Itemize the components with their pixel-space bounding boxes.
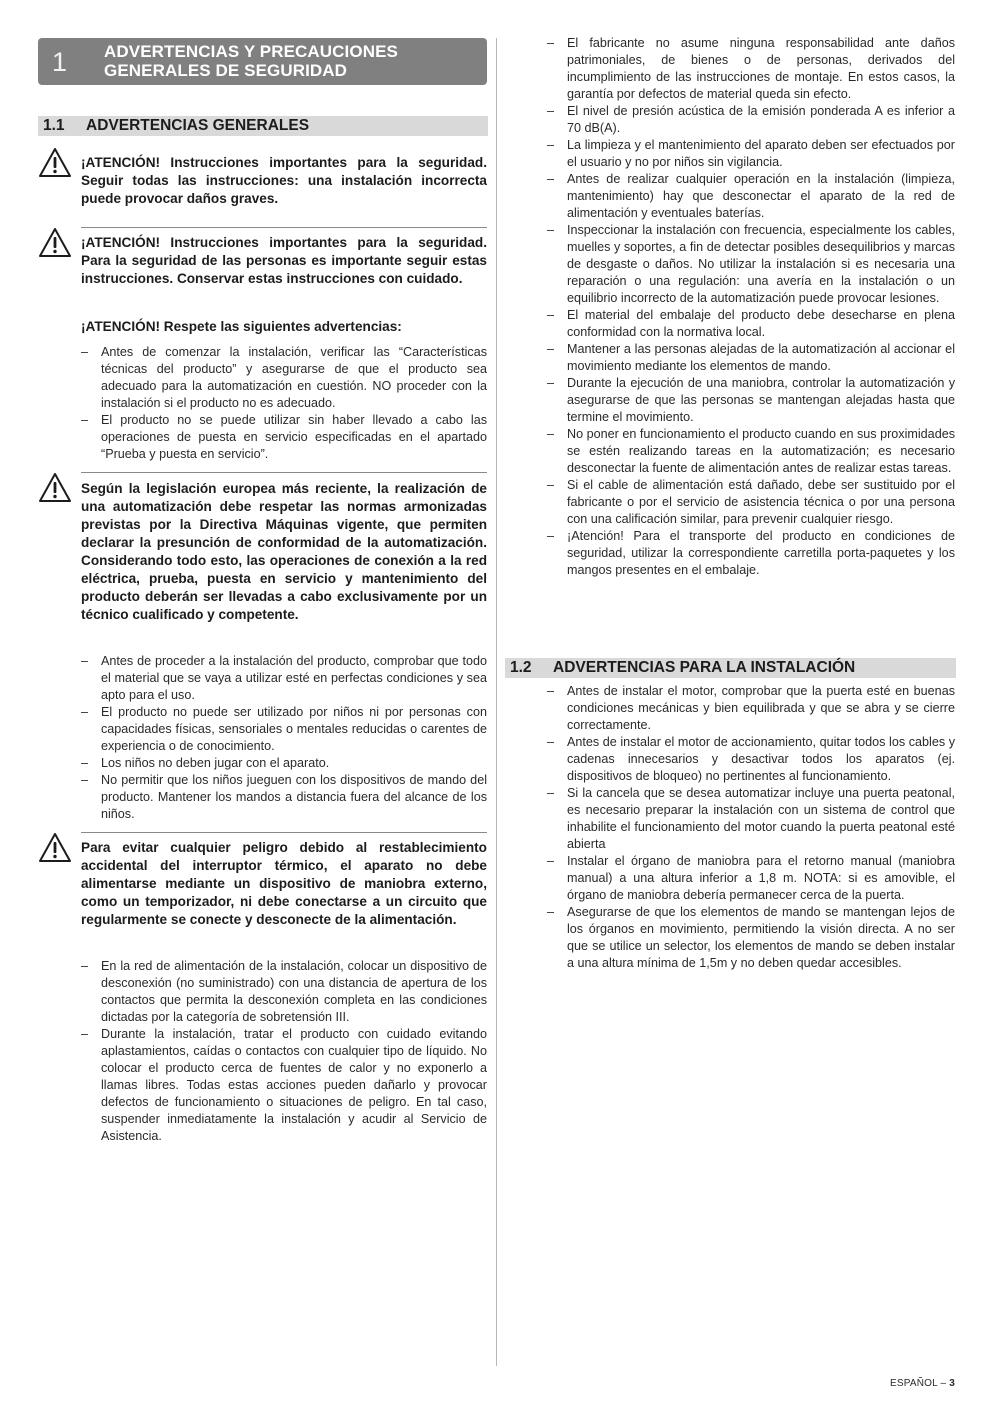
list-item: – El nivel de presión acústica de la emisión ponderada A es inferior a 70 dB(A). xyxy=(547,103,955,137)
section-heading-1-1 xyxy=(38,116,488,136)
list-item: – Instalar el órgano de maniobra para el retorno manual (maniobra manual) a una altura inferior a 1,8 m. NOTA: si es amovible, el órgano de maniobra debería permanecer cerca de la puerta. xyxy=(547,853,955,904)
warning-triangle-icon xyxy=(38,471,72,505)
list-item: – Mantener a las personas alejadas de la automatización al accionar el movimiento mediante los elementos de mando. xyxy=(547,341,955,375)
warning-triangle-icon xyxy=(38,831,72,865)
warning-text-2: ¡ATENCIÓN! Instrucciones importantes para la seguridad. Para la seguridad de las personas es importante seguir estas instrucciones. Conservar estas instrucciones con cuidado. xyxy=(81,235,487,286)
list-item: – No permitir que los niños jueguen con los dispositivos de mando del producto. Mantener los mandos a distancia fuera del alcance de los niños. xyxy=(81,772,487,823)
section-number: 1.1 xyxy=(43,117,65,134)
warning-triangle-icon xyxy=(38,146,72,180)
bullet-list-a xyxy=(81,344,487,463)
separator-rule xyxy=(81,227,487,228)
list-item: – ¡Atención! Para el transporte del producto en condiciones de seguridad, utilizar la correspondiente carretilla porta-paquetes y los mangos presentes en el embalaje. xyxy=(547,528,955,579)
chapter-number: 1 xyxy=(52,47,68,77)
list-item: – Si la cancela que se desea automatizar incluye una puerta peatonal, es necesario preparar la instalación con un sistema de control que inhabilite el funcionamiento del motor cuando la puerta peatonal esté abierta xyxy=(547,785,955,853)
list-item: – Inspeccionar la instalación con frecuencia, especialmente los cables, muelles y soportes, a fin de detectar posibles desequilibrios y marcas de desgaste o daños. No utilizar la instalación si es necesaria una reparación o una regulación: una avería en la instalación o un equilibrio incorrecto de la automatización puede provocar lesiones. xyxy=(547,222,955,307)
list-item: – La limpieza y el mantenimiento del aparato deben ser efectuados por el usuario y no por niños sin vigilancia. xyxy=(547,137,955,171)
separator-rule xyxy=(81,472,487,473)
list-item: – Los niños no deben jugar con el aparato. xyxy=(81,755,487,772)
list-item: – El fabricante no asume ninguna responsabilidad ante daños patrimoniales, de bienes o de personas, derivados del incumplimiento de las instrucciones de montaje. En estos casos, la garantía por defectos de material queda sin efecto. xyxy=(547,35,955,103)
chapter-title xyxy=(104,42,398,80)
list-item: – Durante la ejecución de una maniobra, controlar la automatización y asegurarse de que las personas se mantengan alejadas hasta que termine el movimiento. xyxy=(547,375,955,426)
list-item: – Antes de instalar el motor de accionamiento, quitar todos los cables y cadenas innecesarios y desactivar todos los aparatos (ej. dispositivos de bloqueo) no pertinentes al funcionamiento. xyxy=(547,734,955,785)
bullet-list-b xyxy=(81,653,487,823)
list-item: – Antes de comenzar la instalación, verificar las “Características técnicas del producto” y asegurarse de que el producto sea adecuado para la automatización en cuestión. NO proceder con la instalación si el producto no es adecuado. xyxy=(81,344,487,412)
bullet-list-d xyxy=(547,35,955,579)
separator-rule xyxy=(81,832,487,833)
bullet-list-c xyxy=(81,958,487,1145)
section-heading-1-2 xyxy=(505,658,956,678)
section-title: ADVERTENCIAS PARA LA INSTALACIÓN xyxy=(553,659,856,676)
list-item: – El material del embalaje del producto debe desecharse en plena conformidad con la normativa local. xyxy=(547,307,955,341)
section-title: ADVERTENCIAS GENERALES xyxy=(86,117,310,134)
footer-language: ESPAÑOL – xyxy=(889,1378,950,1389)
column-divider xyxy=(496,38,497,1366)
list-item: – Antes de instalar el motor, comprobar que la puerta esté en buenas condiciones mecánicas y bien equilibrada y que se abra y se cierre correctamente. xyxy=(547,683,955,734)
warning-triangle-icon xyxy=(38,226,72,260)
warning-subheading: ¡ATENCIÓN! Respete las siguientes advertencias: xyxy=(81,319,402,334)
list-item: – Antes de realizar cualquier operación en la instalación (limpieza, mantenimiento) hay que desconectar el aparato de la red de alimentación y eventuales baterías. xyxy=(547,171,955,222)
bullet-list-e xyxy=(547,683,955,972)
list-item: – No poner en funcionamiento el producto cuando en sus proximidades se estén realizando tareas en la automatización; es necesario desconectar la fuente de alimentación antes de realizar estas tareas. xyxy=(547,426,955,477)
section-number: 1.2 xyxy=(510,659,532,676)
chapter-title-line-2: GENERALES DE SEGURIDAD xyxy=(104,61,348,80)
list-item: – Antes de proceder a la instalación del producto, comprobar que todo el material que se vaya a utilizar esté en perfectas condiciones y sea apto para el uso. xyxy=(81,653,487,704)
page-number: 3 xyxy=(949,1378,955,1389)
chapter-header xyxy=(38,38,487,85)
warning-text-1: ¡ATENCIÓN! Instrucciones importantes para la seguridad. Seguir todas las instrucciones: una instalación incorrecta puede provocar daños graves. xyxy=(81,155,487,206)
list-item: – El producto no se puede utilizar sin haber llevado a cabo las operaciones de puesta en servicio especificadas en el apartado “Prueba y puesta en servicio”. xyxy=(81,412,487,463)
warning-text-3: Según la legislación europea más reciente, la realización de una automatización debe respetar las normas armonizadas previstas por la Directiva Máquinas vigente, que permiten declarar la presunción de conformidad de la automatización. Considerando todo esto, las operaciones de conexión a la red eléctrica, prueba, puesta en servicio y mantenimiento del producto deberán ser llevadas a cabo exclusivamente por un técnico cualificado y competente. xyxy=(81,481,487,622)
page-footer xyxy=(890,1378,955,1389)
warning-text-4: Para evitar cualquier peligro debido al restablecimiento accidental del interruptor térmico, el aparato no debe alimentarse mediante un dispositivo de maniobra externo, como un temporizador, ni debe conectarse a un circuito que regularmente se conecte y desconecte de la alimentación. xyxy=(81,840,487,927)
chapter-title-line-1: ADVERTENCIAS Y PRECAUCIONES xyxy=(104,42,398,61)
list-item: – El producto no puede ser utilizado por niños ni por personas con capacidades físicas, sensoriales o mentales reducidas o carentes de experiencia o de conocimiento. xyxy=(81,704,487,755)
list-item: – Asegurarse de que los elementos de mando se mantengan lejos de los órganos en movimiento, permitiendo la visión directa. A no ser que se utilice un selector, los elementos de mando se deben instalar a una altura mínima de 1,5m y no deben quedar accesibles. xyxy=(547,904,955,972)
list-item: – Si el cable de alimentación está dañado, debe ser sustituido por el fabricante o por el servicio de asistencia técnica o por una persona con una calificación similar, para prevenir cualquier riesgo. xyxy=(547,477,955,528)
list-item: – Durante la instalación, tratar el producto con cuidado evitando aplastamientos, caídas o contactos con cualquier tipo de líquido. No colocar el producto cerca de fuentes de calor y no exponerlo a llamas libres. Todas estas acciones pueden dañarlo y provocar defectos de funcionamiento o situaciones de peligro. En tal caso, suspender inmediatamente la instalación y acudir al Servicio de Asistencia. xyxy=(81,1026,487,1145)
list-item: – En la red de alimentación de la instalación, colocar un dispositivo de desconexión (no suministrado) con una distancia de apertura de los contactos que permita la desconexión completa en las condiciones dictadas por la categoría de sobretensión III. xyxy=(81,958,487,1026)
